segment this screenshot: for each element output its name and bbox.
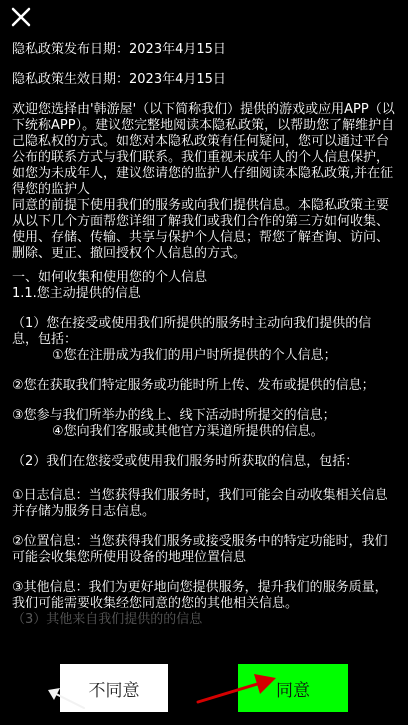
policy-subitem: ④您向我们客服或其他官方渠道所提供的信息。 bbox=[52, 424, 324, 439]
agree-button[interactable]: 同意 bbox=[238, 664, 348, 712]
red-pointer-annotation bbox=[194, 668, 284, 706]
policy-subitem: ②位置信息：当您获得我们服务或接受服务中的特定功能时，我们可能会收集您所使用设备的地理位置信息 bbox=[12, 534, 388, 565]
policy-item: （1）您在接受或使用我们所提供的服务时主动向我们提供的信息，包括： bbox=[12, 316, 372, 347]
policy-subitem-partial: （3）其他来自我们提供的的信息 bbox=[12, 612, 203, 627]
policy-effective-date: 隐私政策生效日期：2023年4月15日 bbox=[12, 72, 226, 87]
policy-subitem: ①您在注册成为我们的用户时所提供的个人信息； bbox=[52, 348, 337, 363]
subsection-title: 1.1.您主动提供的信息 bbox=[12, 286, 141, 301]
section-title: 一、如何收集和使用您的个人信息 bbox=[12, 270, 208, 285]
policy-subitem: ②您在获取我们特定服务或功能时所上传、发布或提供的信息； bbox=[12, 378, 375, 393]
policy-item: （2）我们在您接受或使用我们服务时所获取的信息，包括： bbox=[12, 454, 359, 469]
policy-subitem: ③其他信息：我们为更好地向您提供服务，提升我们的服务质量，我们可能需要收集经您同意的您的其他相关信息。 bbox=[12, 580, 388, 611]
policy-subitem: ③您参与我们所举办的线上、线下活动时所提交的信息； bbox=[12, 408, 336, 423]
policy-subitem: ①日志信息：当您获得我们服务时，我们可能会自动收集相关信息并存储为服务日志信息。 bbox=[12, 488, 388, 519]
policy-published-date: 隐私政策发布日期：2023年4月15日 bbox=[12, 42, 226, 57]
close-icon[interactable] bbox=[6, 2, 36, 32]
disagree-button[interactable]: 不同意 bbox=[60, 664, 168, 712]
privacy-policy-text[interactable] bbox=[12, 42, 396, 648]
cursor-arrow-icon bbox=[40, 678, 88, 714]
policy-intro: 欢迎您选择由'韩游屋'（以下简称我们）提供的游戏或应用APP（以下统称APP）。建议您完整地阅读本隐私政策，以帮助您了解维护自己隐私权的方式。如您对本隐私政策有任何疑问，您可以通过平台公布的联系方式与我们联系。我们重视未成年人的个人信息保护，如您为未成年人，建议您请您的监护人仔细阅读本隐私政策,并在征得您的监护人 同意的前提下使用我们的服务或向我们提供信息。本隐私政策主要从以下几个方面帮您详细了解我们或我们合作的第三方如何收集、使用、存储、传输、共享与保护个人信息；帮您了解查询、访问、删除、更正、撤回授权个人信息的方式。 bbox=[12, 102, 395, 261]
